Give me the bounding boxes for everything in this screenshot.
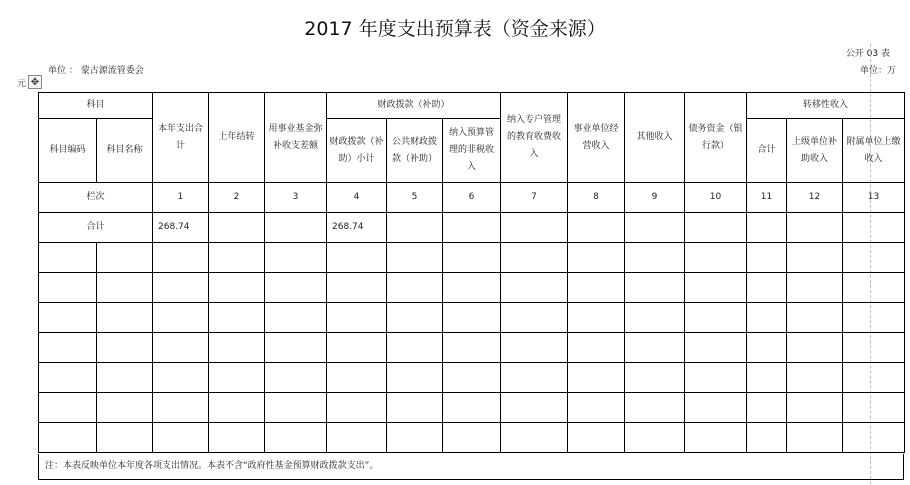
total-value-cell[interactable]: 268.74 xyxy=(327,213,387,243)
index-cell: 4 xyxy=(327,183,387,213)
empty-cell[interactable] xyxy=(685,273,747,303)
table-row xyxy=(39,273,905,303)
empty-cell[interactable] xyxy=(387,273,443,303)
header-subject: 科目 xyxy=(39,93,153,119)
total-value-cell[interactable] xyxy=(625,213,685,243)
empty-cell[interactable] xyxy=(327,363,387,393)
index-cell: 5 xyxy=(387,183,443,213)
index-cell: 10 xyxy=(685,183,747,213)
header-debt-funds: 债务资金（银行款） xyxy=(685,93,747,183)
empty-cell[interactable] xyxy=(209,333,265,363)
budget-table xyxy=(38,92,905,453)
empty-cell[interactable] xyxy=(443,273,501,303)
empty-cell[interactable] xyxy=(625,243,685,273)
header-business-income: 事业单位经营收入 xyxy=(568,93,625,183)
index-row xyxy=(39,183,905,213)
empty-cell[interactable] xyxy=(787,393,843,423)
empty-cell[interactable] xyxy=(387,333,443,363)
empty-cell[interactable] xyxy=(625,273,685,303)
total-value-cell[interactable] xyxy=(685,213,747,243)
empty-cell[interactable] xyxy=(153,423,209,453)
empty-cell[interactable] xyxy=(265,303,327,333)
empty-cell[interactable] xyxy=(747,243,787,273)
table-note: 注：本表反映单位本年度各项支出情况。本表不含“政府性基金预算财政拨款支出”。 xyxy=(38,454,904,480)
empty-cell[interactable] xyxy=(97,393,153,423)
empty-cell[interactable] xyxy=(153,273,209,303)
empty-cell[interactable] xyxy=(625,303,685,333)
total-row xyxy=(39,213,905,243)
index-cell: 7 xyxy=(501,183,568,213)
empty-cell[interactable] xyxy=(209,363,265,393)
index-cell: 13 xyxy=(843,183,905,213)
header-fiscal: 财政拨款（补助） xyxy=(327,93,501,119)
index-cell: 12 xyxy=(787,183,843,213)
empty-cell[interactable] xyxy=(625,393,685,423)
index-cell: 1 xyxy=(153,183,209,213)
empty-cell[interactable] xyxy=(265,273,327,303)
header-budget-nontax: 纳入预算管理的非税收入 xyxy=(443,119,501,183)
header-special-account: 纳入专户管理的教育收费收入 xyxy=(501,93,568,183)
table-row xyxy=(39,243,905,273)
empty-cell[interactable] xyxy=(843,423,905,453)
table-row xyxy=(39,393,905,423)
empty-cell[interactable] xyxy=(568,423,625,453)
empty-cell[interactable] xyxy=(568,363,625,393)
total-value-cell[interactable] xyxy=(387,213,443,243)
empty-cell[interactable] xyxy=(97,303,153,333)
empty-cell[interactable] xyxy=(568,243,625,273)
empty-cell[interactable] xyxy=(843,243,905,273)
empty-cell[interactable] xyxy=(327,333,387,363)
empty-cell[interactable] xyxy=(787,423,843,453)
empty-cell[interactable] xyxy=(787,273,843,303)
empty-cell[interactable] xyxy=(443,363,501,393)
empty-cell[interactable] xyxy=(625,423,685,453)
empty-cell[interactable] xyxy=(209,243,265,273)
empty-cell[interactable] xyxy=(568,393,625,423)
empty-cell[interactable] xyxy=(685,423,747,453)
empty-cell[interactable] xyxy=(443,423,501,453)
empty-cell[interactable] xyxy=(39,363,97,393)
empty-cell[interactable] xyxy=(568,273,625,303)
empty-cell[interactable] xyxy=(747,273,787,303)
empty-cell[interactable] xyxy=(97,333,153,363)
empty-cell[interactable] xyxy=(568,333,625,363)
header-enterprise-fund: 用事业基金弥补收支差额 xyxy=(265,93,327,183)
empty-cell[interactable] xyxy=(501,363,568,393)
empty-cell[interactable] xyxy=(153,303,209,333)
empty-cell[interactable] xyxy=(153,243,209,273)
empty-cell[interactable] xyxy=(747,363,787,393)
empty-cell[interactable] xyxy=(327,273,387,303)
empty-cell[interactable] xyxy=(501,303,568,333)
header-public-fiscal: 公共财政拨款（补助） xyxy=(387,119,443,183)
empty-cell[interactable] xyxy=(265,363,327,393)
empty-cell[interactable] xyxy=(501,273,568,303)
empty-cell[interactable] xyxy=(39,333,97,363)
empty-cell[interactable] xyxy=(153,393,209,423)
empty-cell[interactable] xyxy=(843,393,905,423)
empty-cell[interactable] xyxy=(568,303,625,333)
empty-cell[interactable] xyxy=(501,333,568,363)
empty-cell[interactable] xyxy=(787,333,843,363)
table-move-handle-icon[interactable]: ✥ xyxy=(28,75,42,89)
index-row-label: 栏次 xyxy=(39,183,153,213)
index-cell: 6 xyxy=(443,183,501,213)
empty-cell[interactable] xyxy=(209,273,265,303)
empty-cell[interactable] xyxy=(97,273,153,303)
empty-cell[interactable] xyxy=(39,303,97,333)
empty-cell[interactable] xyxy=(387,393,443,423)
empty-cell[interactable] xyxy=(97,423,153,453)
empty-cell[interactable] xyxy=(209,423,265,453)
empty-cell[interactable] xyxy=(387,363,443,393)
empty-cell[interactable] xyxy=(265,393,327,423)
total-value-cell[interactable] xyxy=(501,213,568,243)
empty-cell[interactable] xyxy=(843,303,905,333)
empty-cell[interactable] xyxy=(685,393,747,423)
anchor-mark: 元 xyxy=(17,79,27,89)
header-subject-code: 科目编码 xyxy=(39,119,97,183)
unit-name: 单位 ： 蒙古源流管委会 xyxy=(48,66,144,76)
header-last-year: 上年结转 xyxy=(209,93,265,183)
empty-cell[interactable] xyxy=(685,243,747,273)
empty-cell[interactable] xyxy=(39,243,97,273)
empty-cell[interactable] xyxy=(443,243,501,273)
empty-cell[interactable] xyxy=(153,363,209,393)
empty-cell[interactable] xyxy=(685,303,747,333)
empty-cell[interactable] xyxy=(443,303,501,333)
empty-cell[interactable] xyxy=(97,363,153,393)
empty-cell[interactable] xyxy=(787,363,843,393)
page-title: 2017 年度支出预算表（资金来源） xyxy=(304,18,606,40)
empty-cell[interactable] xyxy=(787,303,843,333)
empty-cell[interactable] xyxy=(625,333,685,363)
empty-cell[interactable] xyxy=(153,333,209,363)
header-other-income: 其他收入 xyxy=(625,93,685,183)
table-row xyxy=(39,303,905,333)
empty-cell[interactable] xyxy=(327,423,387,453)
empty-cell[interactable] xyxy=(501,393,568,423)
empty-cell[interactable] xyxy=(843,273,905,303)
empty-cell[interactable] xyxy=(265,423,327,453)
table-row xyxy=(39,363,905,393)
empty-cell[interactable] xyxy=(843,363,905,393)
empty-cell[interactable] xyxy=(747,333,787,363)
empty-cell[interactable] xyxy=(327,393,387,423)
empty-cell[interactable] xyxy=(747,423,787,453)
empty-cell[interactable] xyxy=(265,333,327,363)
total-value-cell[interactable] xyxy=(568,213,625,243)
header-total: 本年支出合计 xyxy=(153,93,209,183)
empty-cell[interactable] xyxy=(787,243,843,273)
header-affiliated-income: 附属单位上缴收入 xyxy=(843,119,905,183)
index-cell: 2 xyxy=(209,183,265,213)
table-row xyxy=(39,423,905,453)
unit-of-measure: 单位：万 xyxy=(859,66,896,76)
header-subject-name: 科目名称 xyxy=(97,119,153,183)
total-value-cell[interactable] xyxy=(843,213,905,243)
header-transfer-total: 合计 xyxy=(747,119,787,183)
empty-cell[interactable] xyxy=(387,303,443,333)
table-row xyxy=(39,333,905,363)
total-value-cell[interactable] xyxy=(747,213,787,243)
empty-cell[interactable] xyxy=(39,393,97,423)
total-value-cell[interactable] xyxy=(265,213,327,243)
index-cell: 8 xyxy=(568,183,625,213)
total-row-label: 合计 xyxy=(39,213,153,243)
total-value-cell[interactable] xyxy=(787,213,843,243)
empty-cell[interactable] xyxy=(501,423,568,453)
total-value-cell[interactable]: 268.74 xyxy=(153,213,209,243)
empty-cell[interactable] xyxy=(209,303,265,333)
empty-cell[interactable] xyxy=(97,243,153,273)
index-cell: 3 xyxy=(265,183,327,213)
empty-cell[interactable] xyxy=(443,333,501,363)
header-transfer: 转移性收入 xyxy=(747,93,905,119)
empty-cell[interactable] xyxy=(327,303,387,333)
empty-cell[interactable] xyxy=(39,423,97,453)
total-value-cell[interactable] xyxy=(209,213,265,243)
index-cell: 9 xyxy=(625,183,685,213)
empty-cell[interactable] xyxy=(843,333,905,363)
empty-cell[interactable] xyxy=(387,423,443,453)
empty-cell[interactable] xyxy=(685,333,747,363)
total-value-cell[interactable] xyxy=(443,213,501,243)
empty-cell[interactable] xyxy=(685,363,747,393)
empty-cell[interactable] xyxy=(209,393,265,423)
empty-cell[interactable] xyxy=(747,393,787,423)
empty-cell[interactable] xyxy=(747,303,787,333)
empty-cell[interactable] xyxy=(443,393,501,423)
empty-cell[interactable] xyxy=(501,243,568,273)
empty-cell[interactable] xyxy=(39,273,97,303)
empty-cell[interactable] xyxy=(387,243,443,273)
index-cell: 11 xyxy=(747,183,787,213)
form-code: 公开 03 表 xyxy=(845,49,890,59)
empty-cell[interactable] xyxy=(625,363,685,393)
empty-cell[interactable] xyxy=(327,243,387,273)
header-superior-subsidy: 上级单位补助收入 xyxy=(787,119,843,183)
empty-cell[interactable] xyxy=(265,243,327,273)
header-fiscal-subtotal: 财政拨款（补助）小计 xyxy=(327,119,387,183)
